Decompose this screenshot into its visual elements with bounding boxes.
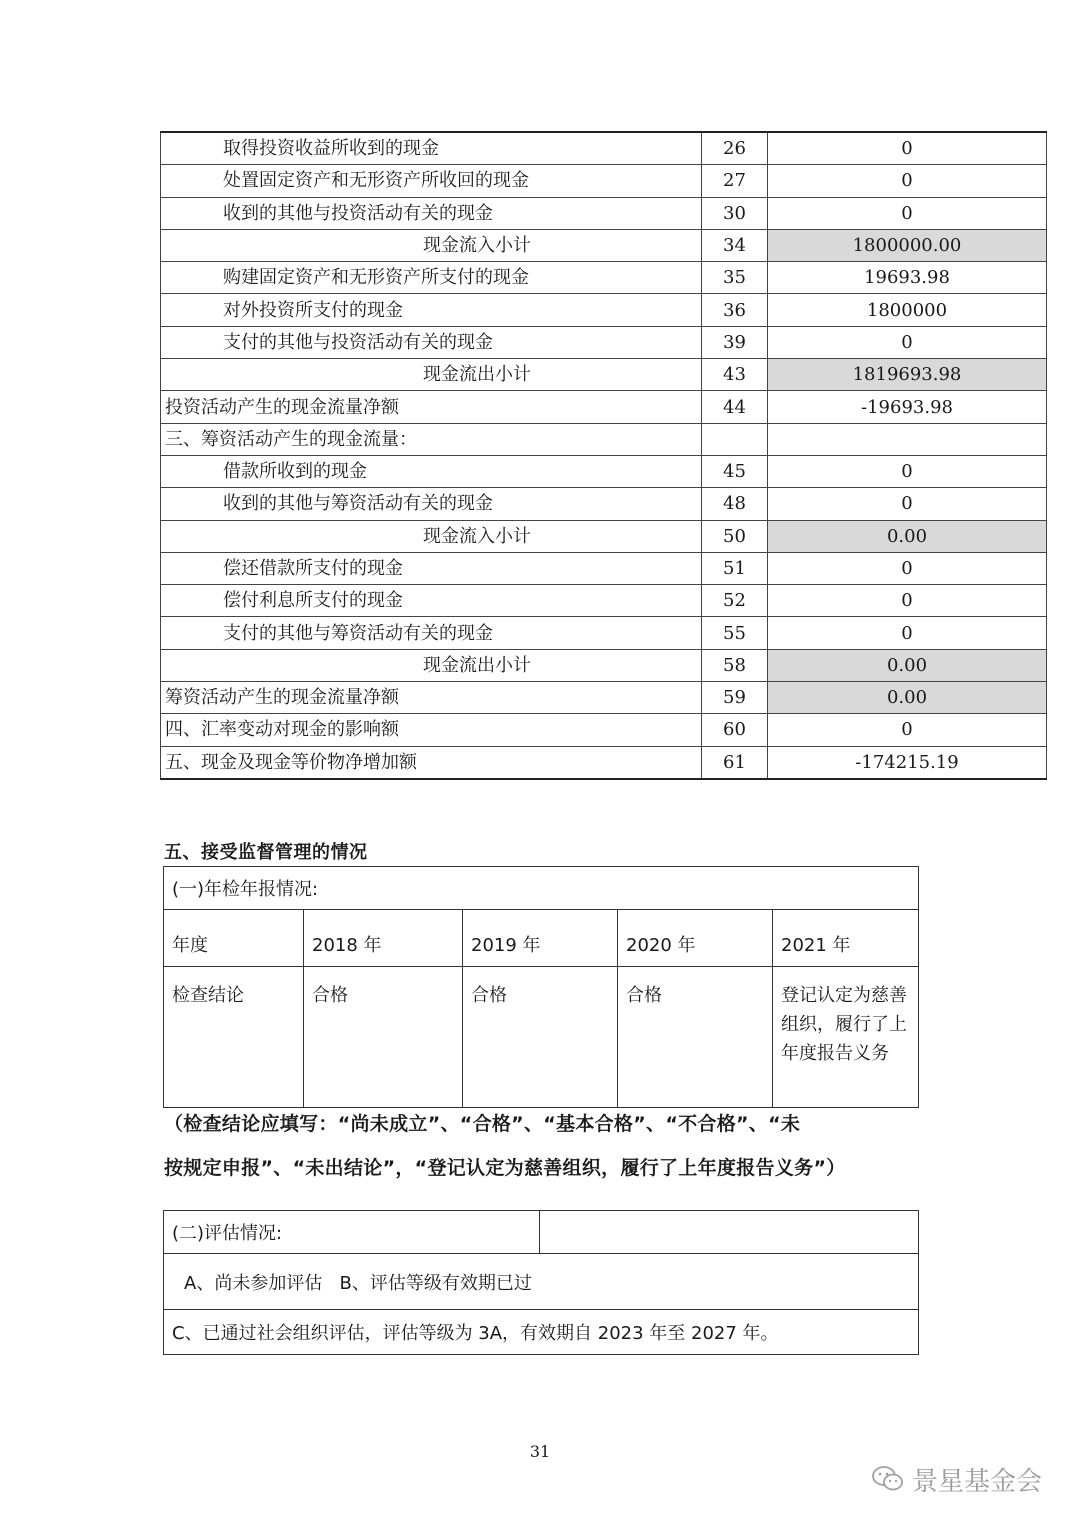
cash-flow-item: 偿付利息所支付的现金	[161, 585, 702, 617]
cash-flow-item: 借款所收到的现金	[161, 455, 702, 487]
cash-flow-item: 四、汇率变动对现金的影响额	[161, 714, 702, 746]
cash-flow-row	[161, 520, 1047, 552]
cash-flow-item: 购建固定资产和无形资产所支付的现金	[161, 262, 702, 294]
evaluation-option-c: C、已通过社会组织评估，评估等级为 3A，有效期自 2023 年至 2027 年。	[164, 1310, 919, 1355]
cash-flow-item: 处置固定资产和无形资产所收回的现金	[161, 165, 702, 197]
cash-flow-amount: 0	[768, 165, 1047, 197]
cash-flow-row	[161, 423, 1047, 455]
cash-flow-item: 筹资活动产生的现金流量净额	[161, 682, 702, 714]
wechat-icon	[872, 1465, 904, 1493]
cash-flow-line-number: 52	[702, 585, 768, 617]
cash-flow-amount: -174215.19	[768, 746, 1047, 779]
cash-flow-row	[161, 391, 1047, 423]
cash-flow-row	[161, 488, 1047, 520]
inspection-note	[164, 1102, 924, 1190]
year-cell: 2021 年	[773, 910, 919, 967]
page-number: 31	[529, 1442, 551, 1461]
cash-flow-line-number: 51	[702, 552, 768, 584]
inspection-title: (一)年检年报情况:	[164, 867, 919, 910]
cash-flow-line-number: 48	[702, 488, 768, 520]
evaluation-option-row	[164, 1310, 919, 1355]
cash-flow-line-number: 34	[702, 229, 768, 261]
cash-flow-amount	[768, 423, 1047, 455]
section-heading: 五、接受监督管理的情况	[164, 842, 368, 863]
cash-flow-row	[161, 262, 1047, 294]
cash-flow-row	[161, 649, 1047, 681]
cash-flow-row	[161, 229, 1047, 261]
evaluation-option-ab: A、尚未参加评估 B、评估等级有效期已过	[164, 1254, 919, 1310]
cash-flow-line-number: 35	[702, 262, 768, 294]
evaluation-title-blank	[540, 1211, 919, 1254]
year-cell: 2020 年	[618, 910, 773, 967]
cash-flow-item: 现金流出小计	[161, 359, 702, 391]
inspection-result-row	[164, 967, 919, 1108]
evaluation-option-row	[164, 1254, 919, 1310]
cash-flow-row	[161, 197, 1047, 229]
cash-flow-row	[161, 359, 1047, 391]
year-cell: 2019 年	[463, 910, 618, 967]
cash-flow-line-number: 27	[702, 165, 768, 197]
cash-flow-row	[161, 165, 1047, 197]
note-line: （检查结论应填写：“尚未成立”、“合格”、“基本合格”、“不合格”、“未	[164, 1113, 801, 1135]
cash-flow-item: 对外投资所支付的现金	[161, 294, 702, 326]
inspection-table	[163, 866, 919, 1108]
cash-flow-line-number: 55	[702, 617, 768, 649]
result-label: 检查结论	[164, 967, 304, 1108]
cash-flow-row	[161, 455, 1047, 487]
evaluation-title: (二)评估情况:	[164, 1211, 540, 1254]
cash-flow-line-number: 44	[702, 391, 768, 423]
inspection-year-row	[164, 910, 919, 967]
watermark-text: 景星基金会	[912, 1466, 1043, 1497]
cash-flow-item: 偿还借款所支付的现金	[161, 552, 702, 584]
cash-flow-amount: 0.00	[768, 649, 1047, 681]
cash-flow-amount: 0.00	[768, 682, 1047, 714]
cash-flow-line-number: 58	[702, 649, 768, 681]
cash-flow-amount: 1800000	[768, 294, 1047, 326]
cash-flow-line-number: 50	[702, 520, 768, 552]
cash-flow-item: 投资活动产生的现金流量净额	[161, 391, 702, 423]
cash-flow-item: 现金流入小计	[161, 520, 702, 552]
cash-flow-line-number: 61	[702, 746, 768, 779]
cash-flow-line-number: 30	[702, 197, 768, 229]
result-cell: 登记认定为慈善组织，履行了上年度报告义务	[773, 967, 919, 1108]
cash-flow-amount: 1819693.98	[768, 359, 1047, 391]
year-cell: 2018 年	[304, 910, 463, 967]
cash-flow-item: 三、筹资活动产生的现金流量：	[161, 423, 702, 455]
result-cell: 合格	[304, 967, 463, 1108]
watermark	[872, 1459, 1042, 1499]
cash-flow-row	[161, 326, 1047, 358]
cash-flow-item: 现金流入小计	[161, 229, 702, 261]
cash-flow-item: 取得投资收益所收到的现金	[161, 132, 702, 165]
cash-flow-amount: 0	[768, 552, 1047, 584]
cash-flow-amount: 0	[768, 488, 1047, 520]
inspection-title-row	[164, 867, 919, 910]
evaluation-title-row	[164, 1211, 919, 1254]
cash-flow-line-number: 45	[702, 455, 768, 487]
cash-flow-row	[161, 132, 1047, 165]
cash-flow-row	[161, 585, 1047, 617]
cash-flow-amount: 0	[768, 197, 1047, 229]
cash-flow-amount: 0	[768, 326, 1047, 358]
cash-flow-line-number: 36	[702, 294, 768, 326]
cash-flow-line-number: 39	[702, 326, 768, 358]
cash-flow-item: 五、现金及现金等价物净增加额	[161, 746, 702, 779]
cash-flow-item: 现金流出小计	[161, 649, 702, 681]
cash-flow-line-number: 43	[702, 359, 768, 391]
cash-flow-line-number: 60	[702, 714, 768, 746]
cash-flow-item: 支付的其他与筹资活动有关的现金	[161, 617, 702, 649]
cash-flow-item: 支付的其他与投资活动有关的现金	[161, 326, 702, 358]
cash-flow-amount: -19693.98	[768, 391, 1047, 423]
cash-flow-amount: 1800000.00	[768, 229, 1047, 261]
cash-flow-amount: 19693.98	[768, 262, 1047, 294]
result-cell: 合格	[463, 967, 618, 1108]
cash-flow-amount: 0.00	[768, 520, 1047, 552]
note-line: 按规定申报”、“未出结论”，“登记认定为慈善组织，履行了上年度报告义务”）	[164, 1157, 846, 1179]
cash-flow-row	[161, 617, 1047, 649]
cash-flow-item: 收到的其他与投资活动有关的现金	[161, 197, 702, 229]
cash-flow-amount: 0	[768, 714, 1047, 746]
evaluation-table	[163, 1210, 919, 1355]
cash-flow-row	[161, 552, 1047, 584]
cash-flow-amount: 0	[768, 132, 1047, 165]
cash-flow-line-number	[702, 423, 768, 455]
cash-flow-amount: 0	[768, 585, 1047, 617]
cash-flow-table	[160, 131, 1047, 780]
cash-flow-line-number: 59	[702, 682, 768, 714]
cash-flow-amount: 0	[768, 617, 1047, 649]
cash-flow-row	[161, 294, 1047, 326]
cash-flow-item: 收到的其他与筹资活动有关的现金	[161, 488, 702, 520]
cash-flow-line-number: 26	[702, 132, 768, 165]
cash-flow-body	[161, 132, 1047, 779]
year-label: 年度	[164, 910, 304, 967]
result-cell: 合格	[618, 967, 773, 1108]
cash-flow-amount: 0	[768, 455, 1047, 487]
cash-flow-row	[161, 682, 1047, 714]
cash-flow-row	[161, 746, 1047, 779]
cash-flow-row	[161, 714, 1047, 746]
